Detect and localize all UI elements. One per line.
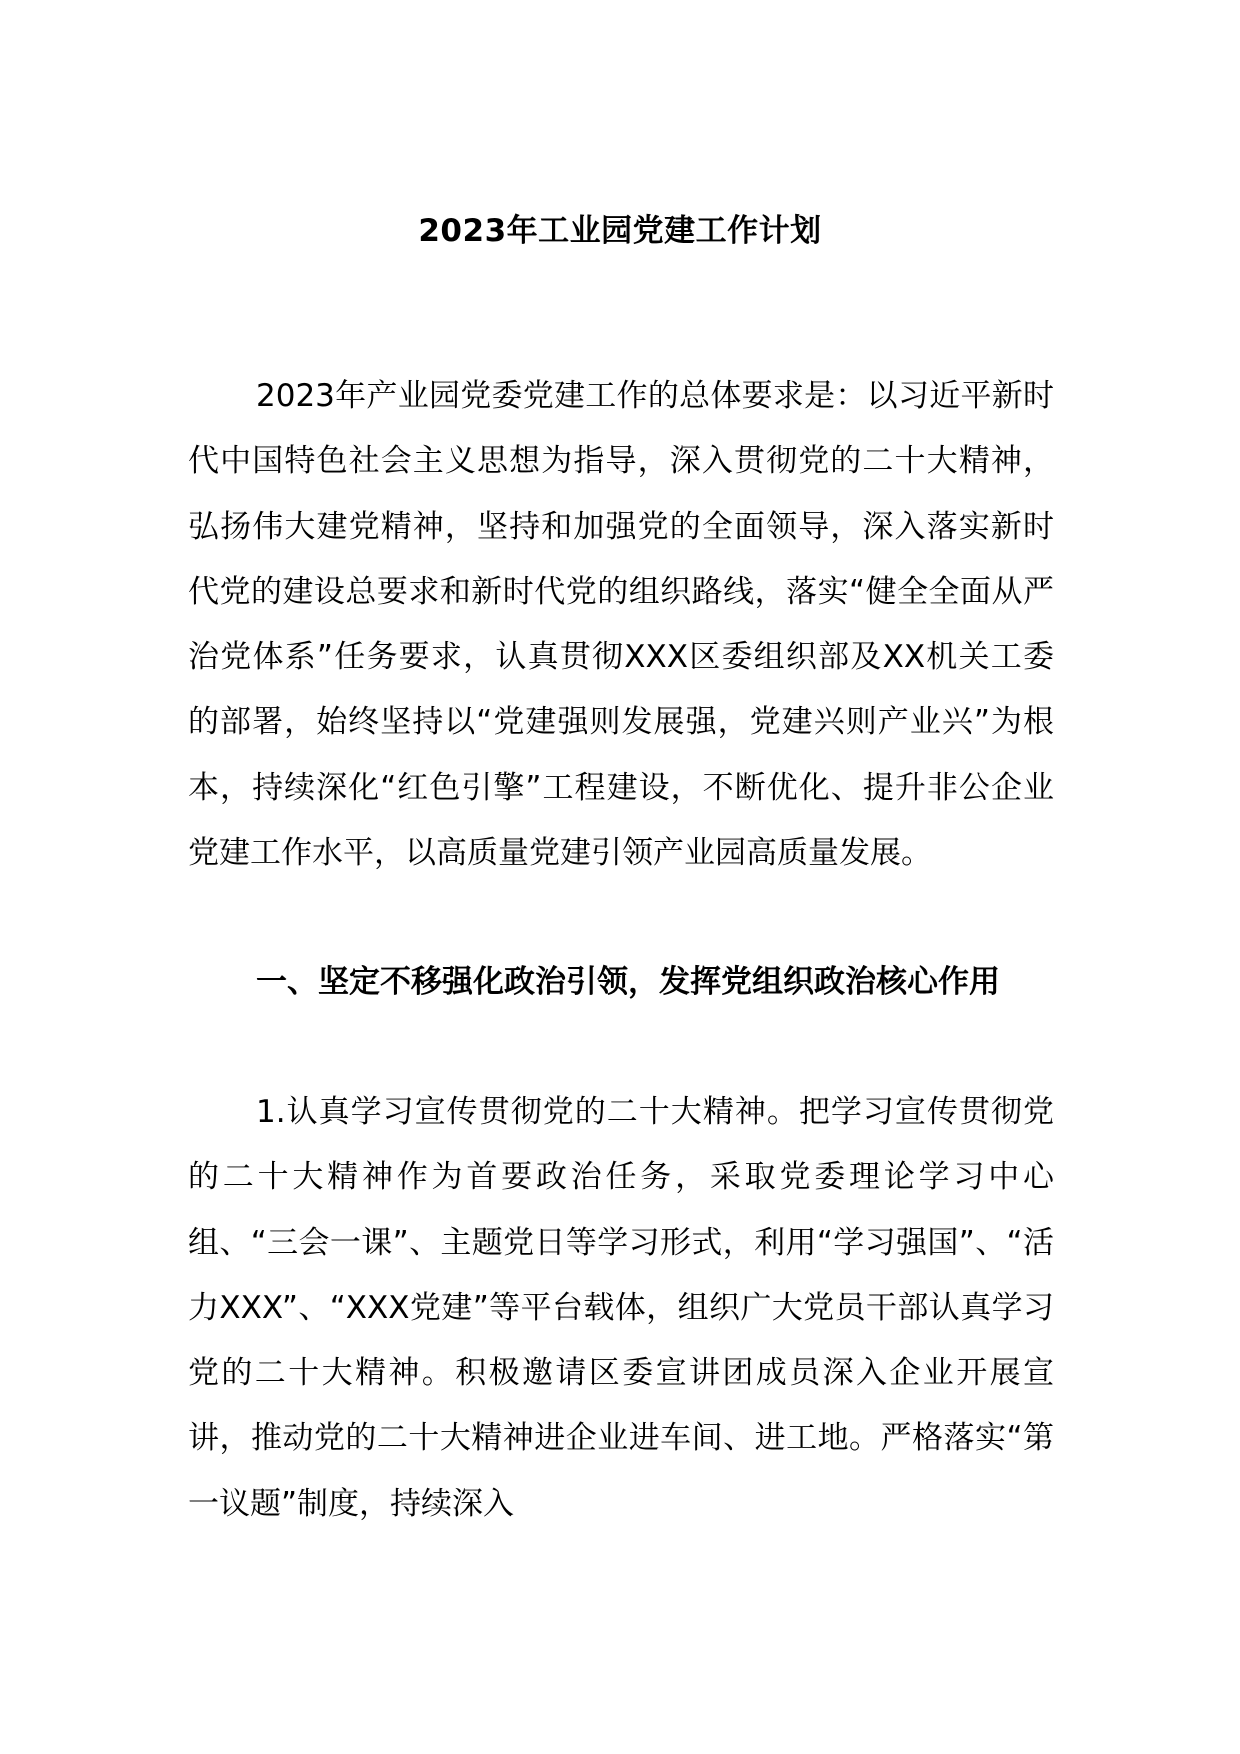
section-heading: 一、坚定不移强化政治引领，发挥党组织政治核心作用: [256, 964, 1000, 1000]
intro-paragraph: 2023年产业园党委党建工作的总体要求是：以习近平新时代中国特色社会主义思想为指导，深入贯彻党的二十大精神，弘扬伟大建党精神，坚持和加强党的全面领导，深入落实新时代党的建设总要求和新时代党的组织路线，落实“健全全面从严治党体系”任务要求，认真贯彻XXX区委组织部及XX机关工委的部署，始终坚持以“党建强则发展强，党建兴则产业兴”为根本，持续深化“红色引擎”工程建设，不断优化、提升非公企业党建工作水平，以高质量党建引领产业园高质量发展。: [188, 378, 1054, 872]
section-paragraph: 1.认真学习宣传贯彻党的二十大精神。把学习宣传贯彻党的二十大精神作为首要政治任务，采取党委理论学习中心组、“三会一课”、主题党日等学习形式，利用“学习强国”、“活力XXX”、“XXX党建”等平台载体，组织广大党员干部认真学习党的二十大精神。积极邀请区委宣讲团成员深入企业开展宣讲，推动党的二十大精神进企业进车间、进工地。严格落实“第一议题”制度，持续深入: [188, 1094, 1054, 1522]
document-title: 2023年工业园党建工作计划: [418, 213, 822, 249]
